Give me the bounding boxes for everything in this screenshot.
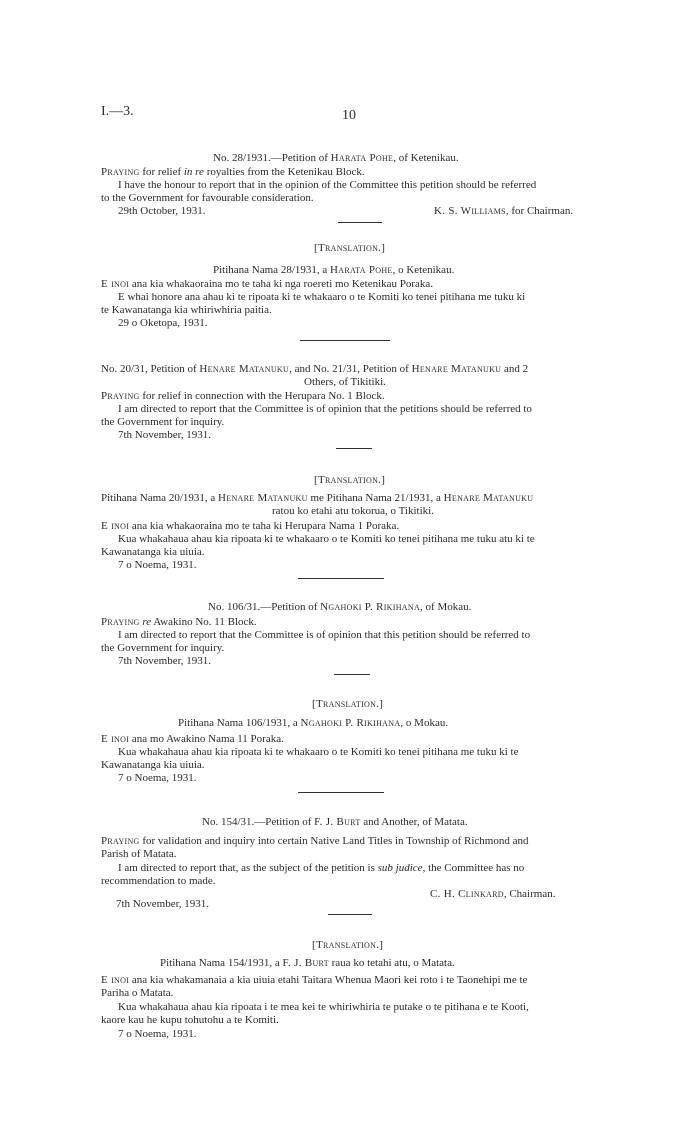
translation-heading: [Translation.] — [314, 474, 386, 486]
report-date: 7 o Noema, 1931. — [118, 772, 197, 784]
praying-line: Praying for validation and inquiry into certain Native Land Titles in Township of Richmond and — [101, 835, 529, 847]
report-line: I am directed to report that the Committee is of opinion that this petition should be referred to — [118, 629, 531, 641]
report-date: 7 o Noema, 1931. — [118, 559, 197, 571]
report-date: 7th November, 1931. — [118, 429, 212, 441]
divider — [298, 578, 384, 579]
page-number: 10 — [342, 108, 356, 123]
report-date: 29 o Oketopa, 1931. — [118, 317, 208, 329]
petitioner-name: Harata Pohe — [330, 152, 394, 164]
report-line: I am directed to report that the Committee is of opinion that the petitions should be referred to — [118, 403, 532, 415]
report-line: I have the honour to report that in the opinion of the Committee this petition should be referred — [118, 179, 537, 191]
translation-heading: [Translation.] — [312, 698, 384, 710]
praying-line-2: Parish of Matata. — [101, 848, 177, 860]
petition-20-title: No. 20/31, Petition of Henare Matanuku, and No. 21/31, Petition of Henare Matanuku and 2 — [101, 363, 529, 375]
report-line: te Kawanatanga kia whiriwhiria paitia. — [101, 304, 272, 316]
report-date: 7th November, 1931. — [116, 898, 210, 910]
divider — [334, 674, 370, 675]
signature: C. H. Clinkard, Chairman. — [430, 888, 556, 900]
translation-heading: [Translation.] — [314, 242, 386, 254]
report-line: Kua whakahaua ahau kia ripoata ki te whakaaro o te Komiti ko tenei pitihana me tuku ki te — [118, 746, 519, 758]
report-line: Kua whakahaua ahau kia ripoata ki te whakaaro o te Komiti ko tenei pitihana me tuku atu ki te — [118, 533, 535, 545]
report-line: I am directed to report that, as the subject of the petition is sub judice, the Committee has no — [118, 862, 525, 874]
report-line: Kawanatanga kia uiuia. — [101, 546, 205, 558]
report-date: 29th October, 1931. — [118, 205, 206, 217]
petition-28-title: No. 28/1931.—Petition of Harata Pohe, of Ketenikau. — [213, 152, 459, 164]
translation-title-line2: ratou ko etahi atu tokorua, o Tikitiki. — [272, 505, 434, 517]
divider — [328, 914, 372, 915]
report-date: 7th November, 1931. — [118, 655, 212, 667]
divider — [338, 222, 382, 223]
translation-title: Pitihana Nama 28/1931, a Harata Pohe, o Ketenikau. — [213, 264, 455, 276]
report-line: Kua whakahaua ahau kia ripoata i te mea kei te whiriwhiria te putake o te pitihana e te Kooti, — [118, 1001, 529, 1013]
translation-heading: [Translation.] — [312, 939, 384, 951]
report-line: the Government for inquiry. — [101, 416, 225, 428]
praying-line: Praying re Awakino No. 11 Block. — [101, 616, 257, 628]
praying-line: Praying for relief in connection with the Herupara No. 1 Block. — [101, 390, 385, 402]
report-line: recommendation to made. — [101, 875, 216, 887]
petition-106-title: No. 106/31.—Petition of Ngahoki P. Rikihana, of Mokau. — [208, 601, 472, 613]
report-line: Kawanatanga kia uiuia. — [101, 759, 205, 771]
inoi-line: E inoi ana kia whakamanaia a kia uiuia etahi Taitara Whenua Maori kei roto i te Taonehipi me te — [101, 974, 528, 986]
divider — [298, 792, 384, 793]
report-line: E whai honore ana ahau ki te ripoata ki te whakaaro o te Komiti ko tenei pitihana me tuku ki — [118, 291, 526, 303]
petition-20-title-line2: Others, of Tikitiki. — [304, 376, 386, 388]
signature: K. S. Williams, for Chairman. — [434, 205, 574, 217]
inoi-line: E inoi ana mo Awakino Nama 11 Poraka. — [101, 733, 284, 745]
divider — [336, 448, 372, 449]
document-reference: I.—3. — [101, 104, 134, 119]
report-line: kaore kau he kupu tohutohu a te Komiti. — [101, 1014, 279, 1026]
report-line: to the Government for favourable consideration. — [101, 192, 314, 204]
petition-154-title: No. 154/31.—Petition of F. J. Burt and Another, of Matata. — [202, 816, 468, 828]
report-date: 7 o Noema, 1931. — [118, 1028, 197, 1040]
report-line: the Government for inquiry. — [101, 642, 225, 654]
page-header — [0, 0, 700, 130]
inoi-line: E inoi ana kia whakaoraina mo te taha ki nga roereti mo Ketenikau Poraka. — [101, 278, 434, 290]
divider — [300, 340, 390, 341]
inoi-line-2: Pariha o Matata. — [101, 987, 174, 999]
translation-title: Pitihana Nama 154/1931, a F. J. Burt raua ko tetahi atu, o Matata. — [160, 957, 455, 969]
inoi-line: E inoi ana kia whakaoraina mo te taha ki Herupara Nama 1 Poraka. — [101, 520, 400, 532]
translation-title: Pitihana Nama 20/1931, a Henare Matanuku me Pitihana Nama 21/1931, a Henare Matanuku — [101, 492, 534, 504]
translation-title: Pitihana Nama 106/1931, a Ngahoki P. Rikihana, o Mokau. — [178, 717, 449, 729]
praying-line: Praying for relief in re royalties from the Ketenikau Block. — [101, 166, 365, 178]
